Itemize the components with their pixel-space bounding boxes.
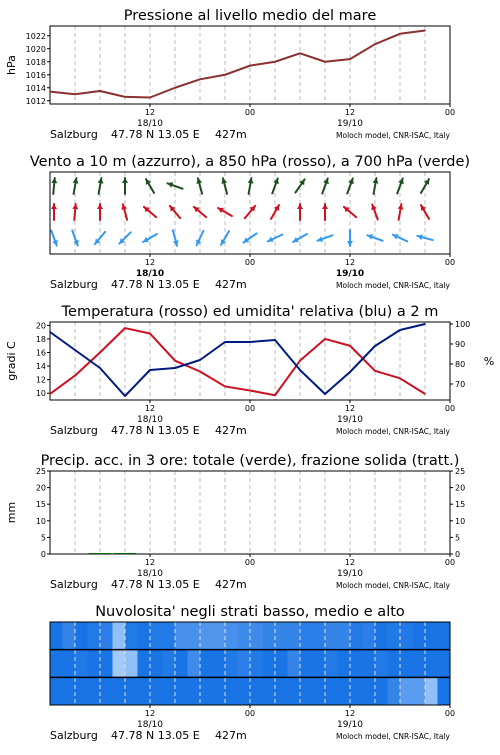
y-tick-label: 16 <box>35 348 46 358</box>
pressure-line <box>50 31 425 98</box>
wind-arrow <box>248 178 254 194</box>
wind-arrow <box>243 233 256 242</box>
elevation-label: 427m <box>215 128 247 141</box>
wind-arrow <box>196 178 202 193</box>
y-tick-label: 0 <box>40 550 46 559</box>
x-tick-label: 00 <box>244 709 256 718</box>
cloud-cell <box>213 650 226 678</box>
cloud-cell <box>425 677 438 705</box>
x-tick-label: 12 <box>344 258 356 267</box>
date-label: 18/10 <box>137 119 163 129</box>
cloud-cell <box>100 622 113 650</box>
x-tick-label: 00 <box>444 258 456 267</box>
y-tick-label: 1022 <box>25 31 46 41</box>
cloud-cell <box>425 622 438 650</box>
cloud-cell <box>413 677 426 705</box>
y-tick-label: 70 <box>455 380 466 389</box>
humidity-line-point <box>349 371 351 373</box>
chart-title: Temperatura (rosso) ed umidita' relativa (blu) a 2 m <box>61 304 439 320</box>
y-tick-label: 12 <box>35 375 46 385</box>
y-tick-label: 1016 <box>25 70 46 80</box>
wind-arrow <box>371 204 378 219</box>
cloud-cell <box>363 650 376 678</box>
cloud-cell <box>438 677 451 705</box>
cloud-cell <box>363 622 376 650</box>
cloud-cell <box>200 622 213 650</box>
cloud-cell <box>388 622 401 650</box>
pressure-line-point <box>249 65 251 67</box>
wind-arrow <box>221 178 227 193</box>
cloud-cell <box>250 677 263 705</box>
cloud-cell <box>413 650 426 678</box>
y-tick-label: 1020 <box>25 44 46 54</box>
cloud-cell <box>438 622 451 650</box>
cloud-cell <box>75 650 88 678</box>
temperature-line <box>50 328 425 395</box>
cloud-cell <box>400 650 413 678</box>
cloud-cell <box>50 677 63 705</box>
cloud-cell <box>400 677 413 705</box>
y-tick-label: 80 <box>455 360 466 369</box>
cloud-cell <box>338 677 351 705</box>
cloud-cell <box>425 650 438 678</box>
cloud-cell <box>113 677 126 705</box>
x-tick-label: 00 <box>444 558 456 567</box>
pressure-line-point <box>299 53 301 55</box>
temperature-line-point <box>349 345 351 347</box>
temperature-humidity-panel <box>5 304 494 437</box>
humidity-line-point <box>199 359 201 361</box>
wind-arrow <box>51 204 57 220</box>
arrow-head <box>51 204 57 209</box>
y-tick-label: 20 <box>35 321 46 331</box>
wind-arrow <box>119 232 130 243</box>
cloud-cell <box>263 650 276 678</box>
cloud-cell <box>438 650 451 678</box>
arrow-head <box>72 204 78 209</box>
cloud-cell <box>100 650 113 678</box>
cloud-cell <box>325 677 338 705</box>
date-label: 19/10 <box>337 720 363 730</box>
date-label: 19/10 <box>337 415 363 425</box>
cloud-cell <box>125 650 138 678</box>
wind-arrow <box>98 178 104 194</box>
elevation-label: 427m <box>215 729 247 742</box>
location-label: Salzburg <box>50 424 98 437</box>
y-tick-label: 10 <box>455 516 466 526</box>
cloud-cell <box>375 622 388 650</box>
wind-arrow <box>121 204 127 219</box>
cloud-cell <box>63 677 76 705</box>
temperature-line-point <box>74 375 76 377</box>
y-tick-label: 15 <box>455 500 466 510</box>
cloud-cell <box>388 677 401 705</box>
cloud-cell <box>250 650 263 678</box>
wind-arrow <box>373 178 379 194</box>
x-tick-label: 12 <box>344 108 356 117</box>
x-tick-label: 12 <box>144 558 156 567</box>
humidity-line-point <box>49 331 51 333</box>
y-tick-label: 1018 <box>25 57 46 67</box>
wind-arrow <box>72 204 78 220</box>
cloud-cell <box>88 650 101 678</box>
humidity-line-point <box>174 367 176 369</box>
x-tick-label: 00 <box>244 558 256 567</box>
cloud-cell <box>313 622 326 650</box>
cloud-cell <box>350 650 363 678</box>
precip-bar <box>89 553 112 554</box>
y-tick-label: 5 <box>455 533 461 543</box>
y-tick-label: 1014 <box>25 83 46 93</box>
cloud-cell <box>263 677 276 705</box>
date-label: 18/10 <box>135 269 165 279</box>
cloud-cell <box>263 622 276 650</box>
wind-arrow <box>95 232 105 244</box>
cloud-cell <box>413 622 426 650</box>
date-label: 19/10 <box>337 119 363 129</box>
cloud-cell <box>175 622 188 650</box>
cloud-cell <box>400 622 413 650</box>
wind-arrow <box>173 230 179 245</box>
cloud-cell <box>100 677 113 705</box>
y-tick-label: 20 <box>35 483 46 493</box>
credit-label: Moloch model, CNR-ISAC, Italy <box>336 581 450 590</box>
cloud-cell <box>338 650 351 678</box>
humidity-line-point <box>324 393 326 395</box>
x-tick-label: 12 <box>144 108 156 117</box>
y-tick-label: 5 <box>40 533 46 543</box>
x-tick-label: 12 <box>144 709 156 718</box>
cloud-cell <box>363 677 376 705</box>
pressure-line-point <box>399 33 401 35</box>
cloud-cell <box>150 650 163 678</box>
credit-label: Moloch model, CNR-ISAC, Italy <box>336 427 450 436</box>
chart-title: Precip. acc. in 3 ore: totale (verde), frazione solida (tratt.) <box>40 453 460 469</box>
pressure-line-point <box>349 58 351 60</box>
wind-arrow <box>297 204 303 220</box>
pressure-line-point <box>99 90 101 92</box>
cloud-cell <box>150 677 163 705</box>
location-label: Salzburg <box>50 729 98 742</box>
temperature-line-point <box>199 371 201 373</box>
cloud-cell <box>175 677 188 705</box>
temperature-line-point <box>224 386 226 388</box>
humidity-line-point <box>374 345 376 347</box>
precip-bar <box>114 553 137 554</box>
coordinates-label: 47.78 N 13.05 E <box>111 729 200 742</box>
arrow-head <box>347 241 353 246</box>
wind-arrow <box>397 178 404 193</box>
cloud-cell <box>138 650 151 678</box>
cloud-cell <box>188 650 201 678</box>
pressure-line-point <box>124 96 126 98</box>
x-tick-label: 12 <box>344 404 356 413</box>
x-tick-label: 12 <box>144 404 156 413</box>
cloud-cell <box>113 622 126 650</box>
x-tick-label: 00 <box>244 258 256 267</box>
credit-label: Moloch model, CNR-ISAC, Italy <box>336 281 450 290</box>
chart-title: Pressione al livello medio del mare <box>123 8 377 24</box>
cloud-cell <box>175 650 188 678</box>
humidity-line-point <box>424 323 426 325</box>
cloud-cell <box>50 650 63 678</box>
cloud-cell <box>163 677 176 705</box>
cloud-cell <box>50 622 63 650</box>
cloud-cell <box>238 677 251 705</box>
humidity-line-point <box>74 349 76 351</box>
pressure-line-point <box>224 74 226 76</box>
y-tick-label: 18 <box>35 334 46 344</box>
temperature-line-point <box>249 390 251 392</box>
cloud-cell <box>163 622 176 650</box>
cloud-cell <box>300 677 313 705</box>
cloud-cell <box>238 622 251 650</box>
cloud-cell <box>350 677 363 705</box>
wind-arrow <box>272 178 279 193</box>
cloud-cell <box>388 650 401 678</box>
elevation-label: 427m <box>215 424 247 437</box>
y-tick-label: 0 <box>455 550 461 559</box>
pressure-line-point <box>324 61 326 63</box>
y-tick-label: 15 <box>35 500 46 510</box>
arrow-head <box>297 204 303 209</box>
temperature-line-point <box>174 360 176 362</box>
cloud-cell <box>313 650 326 678</box>
y-tick-label: 90 <box>455 340 466 349</box>
date-label: 18/10 <box>137 415 163 425</box>
humidity-line <box>50 324 425 396</box>
cloud-cell <box>275 650 288 678</box>
cloud-cell <box>75 622 88 650</box>
cloud-cell <box>63 622 76 650</box>
y-tick-label: 14 <box>35 362 46 372</box>
temperature-line-point <box>124 327 126 329</box>
temperature-line-point <box>99 352 101 354</box>
cloud-cell <box>138 677 151 705</box>
location-label: Salzburg <box>50 278 98 291</box>
x-tick-label: 00 <box>444 709 456 718</box>
cloud-cell <box>313 677 326 705</box>
temperature-line-point <box>274 394 276 396</box>
wind-arrow <box>322 204 328 220</box>
humidity-line-point <box>249 341 251 343</box>
cloud-cell <box>338 622 351 650</box>
cloud-cell <box>288 622 301 650</box>
wind-arrow <box>347 230 353 246</box>
x-tick-label: 12 <box>344 558 356 567</box>
coordinates-label: 47.78 N 13.05 E <box>111 578 200 591</box>
y-tick-label: 10 <box>35 516 46 526</box>
cloud-cell <box>225 650 238 678</box>
y-tick-label: 20 <box>455 483 466 493</box>
pressure-line-point <box>74 93 76 95</box>
cloud-cell <box>113 650 126 678</box>
cloud-cell <box>250 622 263 650</box>
pressure-line-point <box>149 97 151 99</box>
cloud-cell <box>238 650 251 678</box>
pressure-panel <box>5 8 455 141</box>
cloud-cell <box>138 622 151 650</box>
precipitation-panel <box>5 453 465 591</box>
wind-arrow <box>196 231 203 246</box>
cloud-cell <box>163 650 176 678</box>
y-axis-label-right: % <box>483 355 495 368</box>
cloud-cell <box>325 622 338 650</box>
cloud-cell <box>200 650 213 678</box>
x-tick-label: 00 <box>244 108 256 117</box>
cloud-cell <box>375 677 388 705</box>
temperature-line-point <box>324 338 326 340</box>
wind-arrow <box>51 178 57 194</box>
y-tick-label: 100 <box>455 320 471 329</box>
humidity-line-point <box>274 339 276 341</box>
temperature-line-point <box>149 333 151 335</box>
pressure-line-point <box>199 79 201 81</box>
wind-arrow <box>73 178 79 194</box>
wind-arrow <box>322 178 329 193</box>
wind-arrow <box>72 230 79 245</box>
y-tick-label: 1012 <box>25 96 46 106</box>
wind-arrow <box>122 178 128 194</box>
cloud-cell <box>275 622 288 650</box>
wind-arrow <box>97 204 103 220</box>
temperature-line-point <box>49 393 51 395</box>
cloud-cell <box>300 622 313 650</box>
humidity-line-point <box>124 395 126 397</box>
cloud-cell <box>288 650 301 678</box>
humidity-line-point <box>149 369 151 371</box>
humidity-line-point <box>299 369 301 371</box>
pressure-line-point <box>274 61 276 63</box>
cloud-cell <box>125 622 138 650</box>
cloud-cell <box>63 650 76 678</box>
pressure-line-point <box>174 87 176 89</box>
cloud-cell <box>275 677 288 705</box>
wind-panel <box>30 154 470 291</box>
temperature-line-point <box>374 370 376 372</box>
chart-title: Nuvolosita' negli strati basso, medio e alto <box>95 604 405 620</box>
date-label: 18/10 <box>137 720 163 730</box>
y-tick-label: 25 <box>35 467 46 476</box>
credit-label: Moloch model, CNR-ISAC, Italy <box>336 131 450 140</box>
x-tick-label: 00 <box>444 108 456 117</box>
chart-title: Vento a 10 m (azzurro), a 850 hPa (rosso), a 700 hPa (verde) <box>29 154 471 170</box>
date-label: 19/10 <box>337 569 363 579</box>
cloud-cell <box>188 622 201 650</box>
cloud-cell <box>75 677 88 705</box>
cloud-cell <box>213 622 226 650</box>
elevation-label: 427m <box>215 578 247 591</box>
cloud-cell <box>225 622 238 650</box>
humidity-line-point <box>224 341 226 343</box>
arrow-head <box>97 204 103 209</box>
cloud-cell <box>350 622 363 650</box>
y-axis-label: hPa <box>5 55 18 75</box>
cloud-cell <box>375 650 388 678</box>
cloud-cell <box>188 677 201 705</box>
humidity-line-point <box>399 329 401 331</box>
cloud-cell <box>213 677 226 705</box>
arrow-head <box>122 178 128 183</box>
coordinates-label: 47.78 N 13.05 E <box>111 278 200 291</box>
x-tick-label: 00 <box>244 404 256 413</box>
pressure-line-point <box>49 91 51 93</box>
cloud-cell <box>150 622 163 650</box>
x-tick-label: 12 <box>344 709 356 718</box>
credit-label: Moloch model, CNR-ISAC, Italy <box>336 732 450 741</box>
wind-arrow <box>347 178 354 193</box>
cloud-cell <box>288 677 301 705</box>
humidity-line-point <box>99 367 101 369</box>
wind-arrow <box>398 204 404 220</box>
arrow-head <box>51 178 57 183</box>
coordinates-label: 47.78 N 13.05 E <box>111 128 200 141</box>
wind-arrow <box>51 230 58 245</box>
cloud-cell <box>125 677 138 705</box>
cloud-cover-panel <box>50 604 455 742</box>
cloud-cell <box>200 677 213 705</box>
x-tick-label: 12 <box>144 258 156 267</box>
location-label: Salzburg <box>50 578 98 591</box>
cloud-cell <box>225 677 238 705</box>
pressure-line-point <box>374 43 376 45</box>
y-tick-label: 10 <box>35 389 46 399</box>
date-label: 19/10 <box>335 269 365 279</box>
cloud-cell <box>88 677 101 705</box>
pressure-line-point <box>424 30 426 32</box>
temperature-line-point <box>399 377 401 379</box>
y-tick-label: 25 <box>455 467 466 476</box>
temperature-line-point <box>424 393 426 395</box>
elevation-label: 427m <box>215 278 247 291</box>
arrow-head <box>322 204 328 209</box>
temperature-line-point <box>299 360 301 362</box>
location-label: Salzburg <box>50 128 98 141</box>
x-tick-label: 00 <box>444 404 456 413</box>
cloud-cell <box>88 622 101 650</box>
y-axis-label: mm <box>5 501 18 524</box>
cloud-cell <box>325 650 338 678</box>
coordinates-label: 47.78 N 13.05 E <box>111 424 200 437</box>
cloud-cell <box>300 650 313 678</box>
y-axis-label: gradi C <box>5 341 18 381</box>
date-label: 18/10 <box>137 569 163 579</box>
